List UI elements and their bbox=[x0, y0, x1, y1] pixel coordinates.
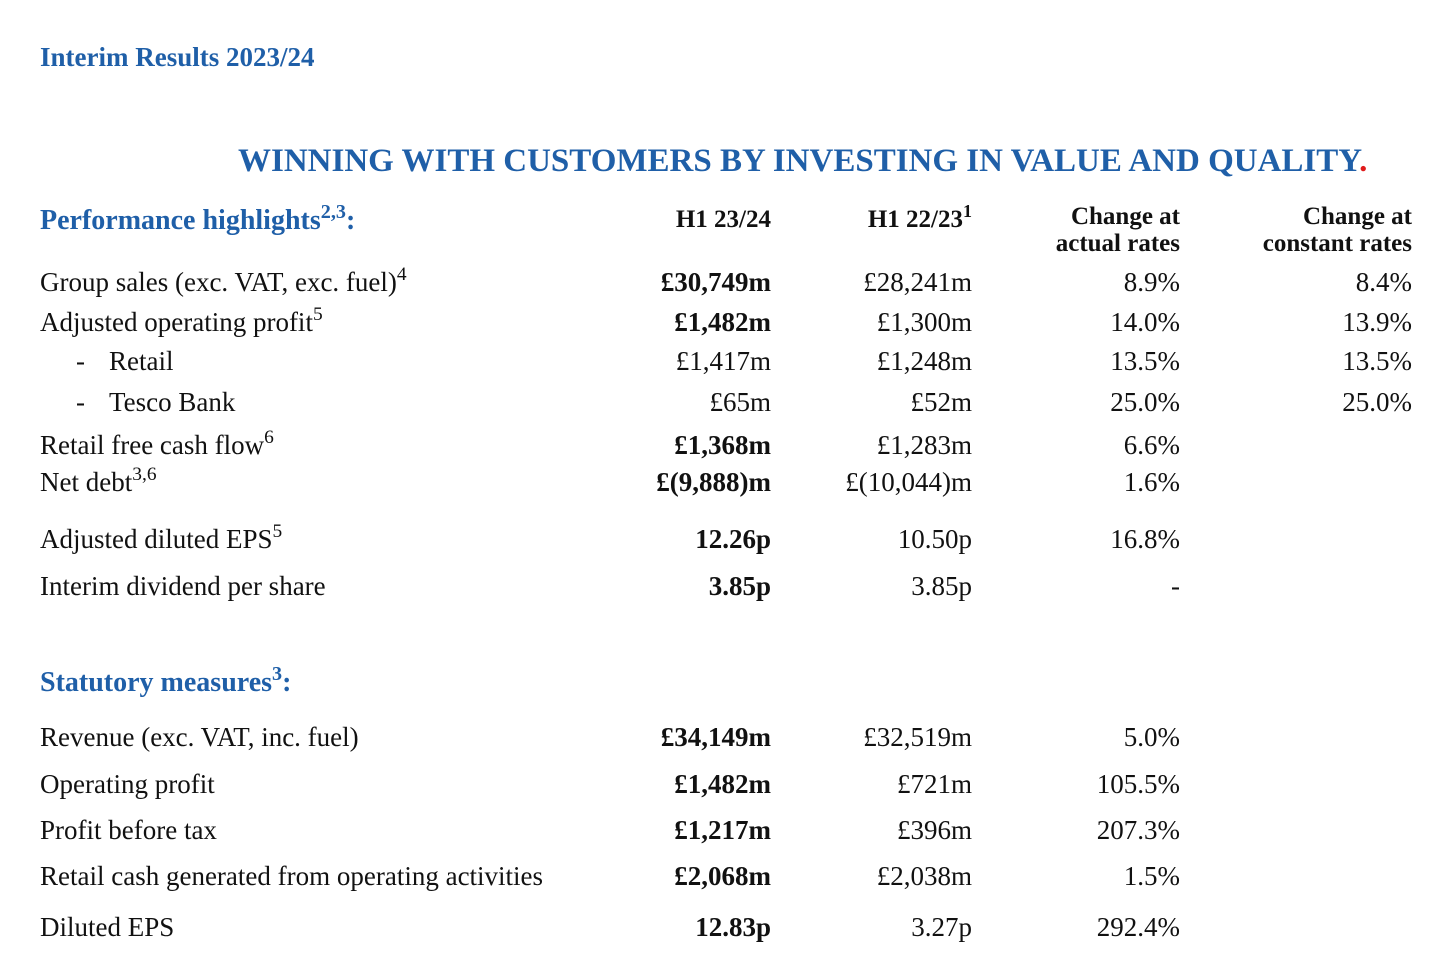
row-label: Retail cash generated from operating activities bbox=[40, 861, 544, 891]
row-dash: - bbox=[76, 387, 85, 417]
cell-prior: £396m bbox=[896, 815, 972, 845]
row-footnote: 4 bbox=[396, 264, 407, 286]
headline-dot: . bbox=[1359, 143, 1368, 179]
row-label: Diluted EPS bbox=[40, 912, 175, 942]
table-row-adjusted-operating-profit bbox=[0, 305, 1436, 339]
row-label: Operating profit bbox=[40, 769, 215, 799]
cell-actual-change: 292.4% bbox=[1096, 912, 1180, 942]
cell-actual-change: 105.5% bbox=[1096, 769, 1180, 799]
table-row-retail bbox=[0, 344, 1436, 378]
cell-actual-change: 16.8% bbox=[1110, 524, 1180, 554]
statutory-title-text: Statutory measures bbox=[40, 667, 273, 698]
table-row-group-sales bbox=[0, 265, 1436, 299]
column-header-actual bbox=[1056, 203, 1180, 257]
table-row-tesco-bank bbox=[0, 385, 1436, 419]
table-row-retail-cash-generated bbox=[0, 859, 1436, 893]
column-header-constant-line1: Change at bbox=[1302, 203, 1412, 230]
cell-actual-change: 1.5% bbox=[1123, 861, 1180, 891]
table-row-adjusted-diluted-eps bbox=[0, 522, 1436, 556]
table-row-interim-dividend bbox=[0, 569, 1436, 603]
cell-prior: £1,300m bbox=[876, 307, 972, 337]
column-header-constant-line2: constant rates bbox=[1262, 230, 1412, 257]
table-row-revenue bbox=[0, 720, 1436, 754]
row-label: Net debt$^{3,6}$ bbox=[40, 464, 157, 497]
cell-h1: 3.85p bbox=[708, 571, 771, 601]
cell-prior: £52m bbox=[910, 387, 972, 417]
cell-prior: £32,519m bbox=[863, 722, 972, 752]
column-header-actual-line1: Change at bbox=[1070, 203, 1180, 230]
cell-prior: £2,038m bbox=[876, 861, 972, 891]
cell-actual-change: 14.0% bbox=[1110, 307, 1180, 337]
cell-h1: £1,217m bbox=[674, 815, 771, 845]
row-label: Profit before tax bbox=[40, 815, 217, 845]
cell-prior: 3.85p bbox=[911, 571, 972, 601]
column-header-prior bbox=[867, 200, 972, 233]
statutory-title-footnote: 3 bbox=[272, 662, 283, 685]
row-footnote: 3,6 bbox=[132, 464, 157, 486]
cell-prior: 3.27p bbox=[911, 912, 972, 942]
headline-text: WINNING WITH CUSTOMERS BY INVESTING IN VALUE AND QUALITY bbox=[238, 143, 1360, 179]
table-row-net-debt bbox=[0, 465, 1436, 499]
row-label: Adjusted diluted EPS$^5$ bbox=[40, 521, 283, 554]
cell-constant-change: 8.4% bbox=[1355, 267, 1412, 297]
cell-actual-change: 1.6% bbox=[1123, 467, 1180, 497]
cell-h1: £1,482m bbox=[674, 769, 771, 799]
performance-title-footnote: 2,3 bbox=[320, 200, 346, 223]
row-footnote: 6 bbox=[264, 427, 274, 449]
cell-h1: £1,482m bbox=[674, 307, 771, 337]
cell-h1: 12.26p bbox=[695, 524, 771, 554]
row-dash: - bbox=[76, 346, 85, 376]
row-label: Adjusted operating profit$^5$ bbox=[40, 304, 323, 337]
row-footnote: 5 bbox=[272, 521, 283, 543]
table-row-operating-profit bbox=[0, 767, 1436, 801]
cell-h1: £1,417m bbox=[675, 346, 771, 376]
performance-title-colon: : bbox=[345, 205, 356, 236]
table-row-profit-before-tax bbox=[0, 813, 1436, 847]
cell-h1: £65m bbox=[709, 387, 771, 417]
cell-h1: 12.83p bbox=[695, 912, 771, 942]
column-header-prior-footnote: 1 bbox=[963, 200, 972, 221]
table-row-diluted-eps bbox=[0, 910, 1436, 944]
performance-section-title bbox=[40, 200, 356, 237]
document-header: Interim Results 2023/24 bbox=[40, 42, 315, 72]
cell-h1: £30,749m bbox=[660, 267, 771, 297]
row-label: Revenue (exc. VAT, inc. fuel) bbox=[40, 722, 359, 752]
cell-prior: £(10,044)m bbox=[845, 467, 972, 497]
cell-h1: £(9,888)m bbox=[656, 467, 771, 497]
row-label: - Retail bbox=[76, 346, 174, 376]
statutory-title-colon: : bbox=[282, 667, 292, 698]
table-row-retail-free-cash-flow bbox=[0, 428, 1436, 462]
column-header-h1: H1 23/24 bbox=[675, 206, 771, 233]
performance-title-text: Performance highlights bbox=[40, 205, 321, 236]
row-label: Retail free cash flow$^6$ bbox=[40, 427, 274, 460]
cell-actual-change: 13.5% bbox=[1110, 346, 1180, 376]
cell-prior: £28,241m bbox=[863, 267, 972, 297]
cell-actual-change: 6.6% bbox=[1123, 430, 1180, 460]
cell-actual-change: - bbox=[1171, 571, 1180, 601]
cell-prior: £1,248m bbox=[876, 346, 972, 376]
row-footnote: 5 bbox=[312, 304, 323, 326]
cell-prior: £721m bbox=[896, 769, 972, 799]
cell-actual-change: 8.9% bbox=[1123, 267, 1180, 297]
cell-h1: £1,368m bbox=[674, 430, 771, 460]
cell-actual-change: 207.3% bbox=[1096, 815, 1180, 845]
cell-constant-change: 25.0% bbox=[1342, 387, 1412, 417]
cell-h1: £34,149m bbox=[660, 722, 771, 752]
row-label: Group sales (exc. VAT, exc. fuel)$^4$ bbox=[40, 264, 407, 297]
cell-h1: £2,068m bbox=[674, 861, 771, 891]
headline bbox=[238, 143, 1367, 180]
cell-constant-change: 13.9% bbox=[1342, 307, 1412, 337]
cell-actual-change: 5.0% bbox=[1123, 722, 1180, 752]
cell-actual-change: 25.0% bbox=[1110, 387, 1180, 417]
row-label: - Tesco Bank bbox=[76, 387, 236, 417]
cell-constant-change: 13.5% bbox=[1342, 346, 1412, 376]
column-header-actual-line2: actual rates bbox=[1055, 230, 1180, 257]
column-header-constant bbox=[1263, 203, 1412, 257]
statutory-section-title bbox=[40, 662, 292, 699]
column-header-prior-text: H1 22/23 bbox=[867, 206, 963, 233]
cell-prior: 10.50p bbox=[897, 524, 972, 554]
row-label: Interim dividend per share bbox=[40, 571, 326, 601]
cell-prior: £1,283m bbox=[876, 430, 972, 460]
